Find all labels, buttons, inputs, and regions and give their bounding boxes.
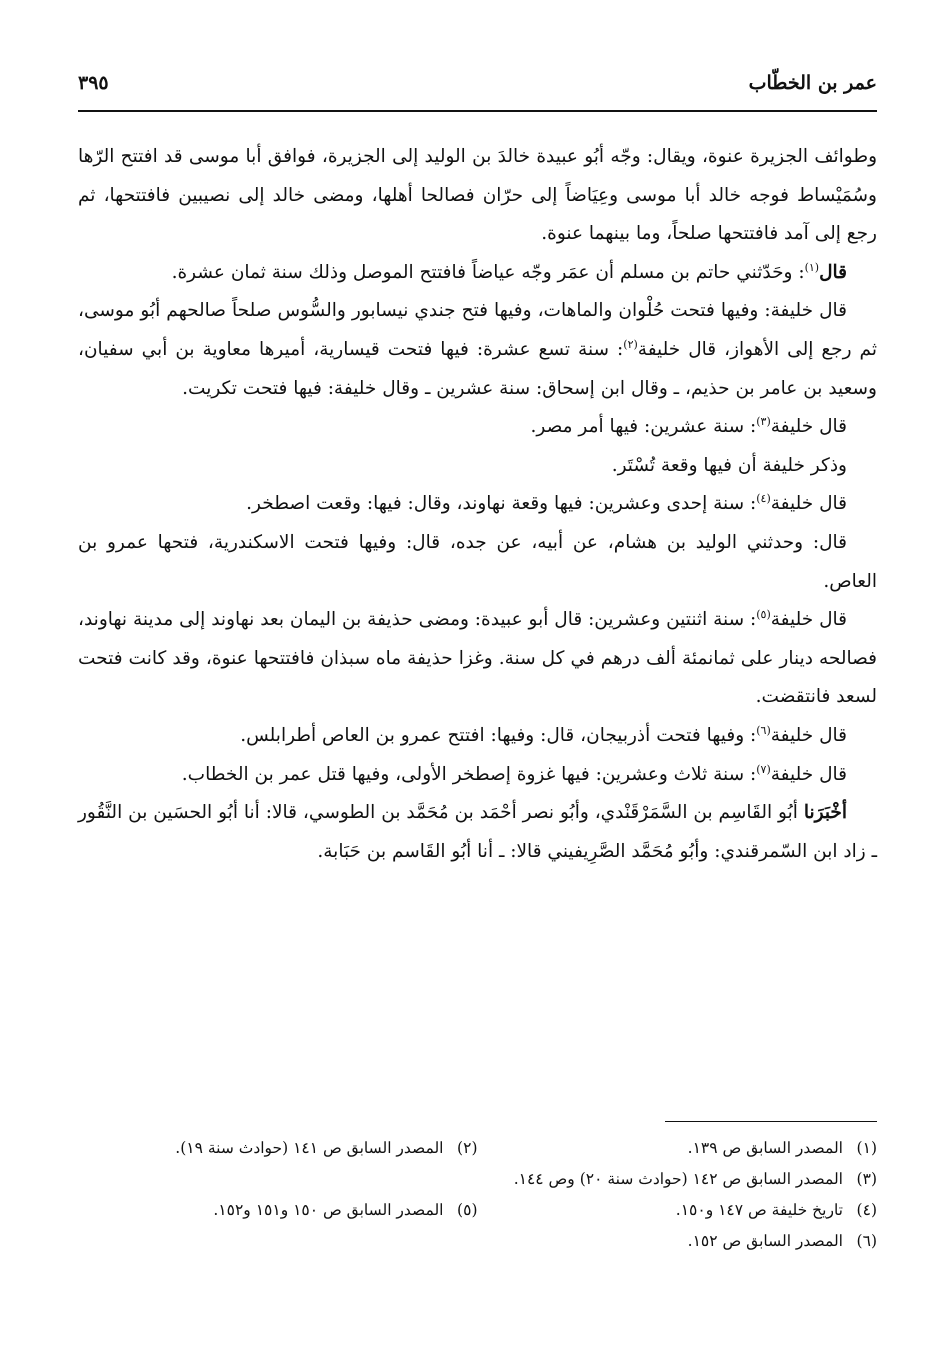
running-title: عمر بن الخطّاب bbox=[748, 72, 877, 94]
footnote-text: المصدر السابق ص ١٤١ (حوادث سنة ١٩). bbox=[175, 1139, 444, 1157]
paragraph-6 bbox=[78, 485, 877, 524]
paragraph-10-text-2: : سنة ثلاث وعشرين: فيها غزوة إصطخر الأولى، وفيها قتل عمر بن الخطاب. bbox=[181, 763, 757, 785]
header-rule bbox=[78, 110, 877, 112]
paragraph-11-lead: أخْبَرَنا bbox=[803, 802, 847, 824]
footnote-6 bbox=[478, 1226, 878, 1257]
paragraph-3 bbox=[78, 292, 877, 408]
footnote-row bbox=[78, 1133, 877, 1164]
paragraph-4-text-2: : سنة عشرين: فيها أمر مصر. bbox=[530, 416, 757, 438]
footnote-ref-3: (٣) bbox=[756, 415, 771, 428]
paragraph-4-text: قال خليفة bbox=[770, 416, 847, 438]
paragraph-2 bbox=[78, 254, 877, 293]
paragraph-9-text-2: : وفيها فتحت أذربيجان، قال: وفيها: افتتح عمرو بن العاص أطرابلس. bbox=[240, 724, 757, 746]
paragraph-1: وطوائف الجزيرة عنوة، ويقال: وجّه أبُو عبيدة خالدَ بن الوليد إلى الجزيرة، فوافق أبا موسى قد افتتح الرّها وسُمَيْساط فوجه خالد أبا موسى وعِيَاضاً إلى حرّان فصالحا أهلها، ومضى خالد إلى نصيبين فافتتحها، ثم رجع إلى آمد فافتتحها صلحاً، وما بينهما عنوة. bbox=[78, 146, 877, 245]
footnote-3 bbox=[478, 1164, 878, 1195]
paragraph-3-text-2: : سنة تسع عشرة: فيها فتحت قيسارية، أميرها معاوية بن أبي سفيان، وسعيد بن عامر بن حذيم، ـ وقال ابن إسحاق: سنة عشرين ـ وقال خليفة: فيها فتحت تكريت. bbox=[78, 338, 877, 399]
page-header bbox=[78, 66, 877, 100]
paragraph-3-text: قال خليفة: وفيها فتحت حُلْوان والماهات، وفيها فتح جندي نيسابور والسُّوس صلحاً صالحهم أبُو موسى، ثم رجع إلى الأهواز، قال خليفة bbox=[78, 300, 877, 360]
footnote-number: (٥) bbox=[457, 1201, 478, 1219]
paragraph-9 bbox=[78, 717, 877, 756]
footnote-text: تاريخ خليفة ص ١٤٧ و١٥٠. bbox=[675, 1201, 843, 1219]
paragraph-11 bbox=[78, 794, 877, 871]
footnote-ref-7: (٧) bbox=[756, 762, 771, 776]
footnote-ref-2: (٢) bbox=[623, 337, 638, 351]
paragraph-4 bbox=[78, 408, 877, 447]
footnote-row bbox=[78, 1164, 877, 1195]
paragraph-6-text-2: : سنة إحدى وعشرين: فيها وقعة نهاوند، وقال: فيها: وقعت اصطخر. bbox=[246, 493, 757, 515]
footnote-number: (١) bbox=[856, 1139, 877, 1157]
main-text bbox=[78, 138, 877, 871]
paragraph-7: قال: وحدثني الوليد بن هشام، عن أبيه، عن جده، قال: وفيها فتحت الاسكندرية، فتحها عمرو بن العاص. bbox=[78, 531, 877, 592]
footnote-number: (٦) bbox=[856, 1232, 877, 1250]
paragraph-10-text: قال خليفة bbox=[770, 763, 847, 785]
footnote-4 bbox=[478, 1195, 878, 1226]
paragraph-9-text: قال خليفة bbox=[770, 724, 847, 746]
footnote-number: (٣) bbox=[856, 1170, 877, 1188]
footnote-1 bbox=[478, 1133, 878, 1164]
page-number: ٣٩٥ bbox=[78, 72, 109, 94]
paragraph-11-text: أبُو القَاسِم بن السَّمَرْقَنْدي، وأبُو نصر أحْمَد بن مُحَمَّد بن الطوسي، قالا: أنا أبُو الحسَين بن النَّقُور ـ زاد ابن السّمرقندي: وأبُو مُحَمَّد الصَّرِيفيني قالا: ـ أنا أبُو القَاسم بن حَبَابة. bbox=[78, 802, 877, 862]
footnote-text: المصدر السابق ص ١٥٠ و١٥١ و١٥٢. bbox=[213, 1201, 444, 1219]
footnote-text: المصدر السابق ص ١٥٢. bbox=[687, 1232, 843, 1250]
paragraph-8 bbox=[78, 601, 877, 717]
footnote-ref-6: (٦) bbox=[756, 723, 771, 737]
paragraph-5: وذكر خليفة أن فيها وقعة تُسْتَر. bbox=[611, 454, 847, 476]
footnote-row bbox=[78, 1226, 877, 1257]
footnote-2 bbox=[78, 1133, 478, 1164]
footnote-row bbox=[78, 1195, 877, 1226]
footnote-number: (٤) bbox=[856, 1201, 877, 1219]
footnote-ref-1: (١) bbox=[804, 260, 820, 274]
paragraph-2-text: : وحَدّثني حاتم بن مسلم أن عمَر وجّه عياضاً فافتتح الموصل وذلك سنة ثمان عشرة. bbox=[171, 261, 805, 283]
footnote-5 bbox=[78, 1195, 478, 1226]
paragraph-8-text-2: : سنة اثنتين وعشرين: قال أبو عبيدة: ومضى حذيفة بن اليمان بعد نهاوند إلى مدينة نهاوند، فصالحه دينار على ثمانمئة ألف درهم في كل سنة. وغزا حذيفة ماه سبذان فافتتحها عنوة، وقد كانت فتحت لسعد فانتقضت. bbox=[78, 609, 877, 708]
paragraph-6-text: قال خليفة bbox=[770, 493, 847, 515]
paragraph-10 bbox=[78, 756, 877, 795]
paragraph-2-lead: قال bbox=[819, 261, 847, 283]
footnote-ref-5: (٥) bbox=[756, 607, 771, 621]
footnote-number: (٢) bbox=[457, 1139, 478, 1157]
footnote-text: المصدر السابق ص ١٣٩. bbox=[687, 1139, 843, 1157]
paragraph-8-text: قال خليفة bbox=[770, 609, 847, 631]
footnotes bbox=[78, 1133, 877, 1257]
footnote-text: المصدر السابق ص ١٤٢ (حوادث سنة ٢٠) وص ١٤٤. bbox=[513, 1170, 843, 1188]
footnote-ref-4: (٤) bbox=[756, 492, 771, 506]
footnote-rule bbox=[665, 1121, 877, 1122]
